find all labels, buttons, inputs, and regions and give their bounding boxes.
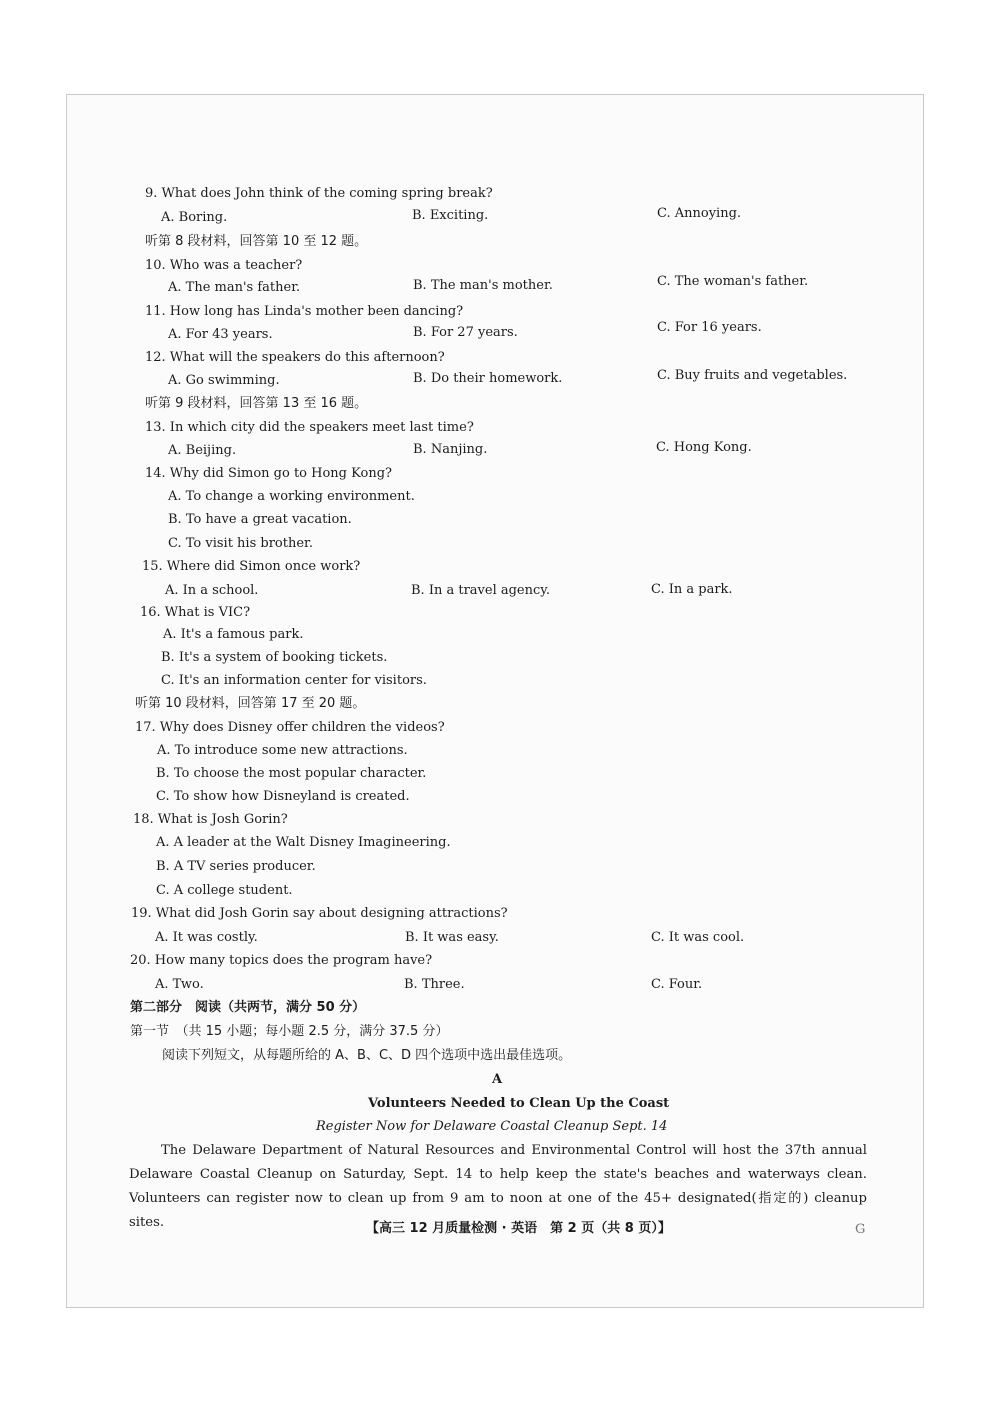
question-16: 16. What is VIC? [140, 605, 251, 620]
reading-instruction: 阅读下列短文，从每题所给的 A、B、C、D 四个选项中选出最佳选项。 [162, 1048, 572, 1063]
q14-option-b: B. To have a great vacation. [168, 512, 352, 527]
q20-option-c: C. Four. [651, 977, 703, 992]
q15-option-a: A. In a school. [165, 583, 259, 598]
q20-option-a: A. Two. [155, 977, 204, 992]
q16-option-a: A. It's a famous park. [163, 627, 304, 642]
question-15: 15. Where did Simon once work? [142, 559, 361, 574]
passage-letter: A [492, 1072, 503, 1087]
question-14: 14. Why did Simon go to Hong Kong? [145, 466, 392, 481]
q11-option-c: C. For 16 years. [657, 320, 762, 335]
q18-option-b: B. A TV series producer. [156, 859, 316, 874]
q19-option-b: B. It was easy. [405, 930, 499, 945]
q13-option-b: B. Nanjing. [413, 442, 488, 457]
q17-option-c: C. To show how Disneyland is created. [156, 789, 410, 804]
section-9-instruction: 听第 9 段材料，回答第 13 至 16 题。 [145, 396, 368, 411]
question-13: 13. In which city did the speakers meet last time? [145, 420, 474, 435]
q19-option-a: A. It was costly. [155, 930, 258, 945]
section-one-heading: 第一节 （共 15 小题；每小题 2.5 分，满分 37.5 分） [130, 1024, 449, 1039]
q15-option-c: C. In a park. [651, 582, 733, 597]
q16-option-b: B. It's a system of booking tickets. [161, 650, 388, 665]
page-footer: 【高三 12 月质量检测 · 英语 第 2 页（共 8 页）】 [366, 1221, 671, 1236]
q12-option-b: B. Do their homework. [413, 371, 563, 386]
q14-option-c: C. To visit his brother. [168, 536, 313, 551]
question-19: 19. What did Josh Gorin say about designing attractions? [131, 906, 508, 921]
q10-option-a: A. The man's father. [168, 280, 301, 295]
q13-option-a: A. Beijing. [168, 443, 237, 458]
q10-option-c: C. The woman's father. [657, 274, 809, 289]
question-9: 9. What does John think of the coming spring break? [145, 186, 493, 201]
passage-subtitle: Register Now for Delaware Coastal Cleanup Sept. 14 [316, 1119, 668, 1134]
q9-option-c: C. Annoying. [657, 206, 742, 221]
passage-title: Volunteers Needed to Clean Up the Coast [368, 1096, 670, 1111]
q15-option-b: B. In a travel agency. [411, 583, 551, 598]
q11-option-a: A. For 43 years. [168, 327, 273, 342]
q12-option-a: A. Go swimming. [168, 373, 280, 388]
question-18: 18. What is Josh Gorin? [133, 812, 288, 827]
q9-option-b: B. Exciting. [412, 208, 489, 223]
section-8-instruction: 听第 8 段材料，回答第 10 至 12 题。 [145, 234, 368, 249]
q18-option-c: C. A college student. [156, 883, 293, 898]
part-two-heading: 第二部分 阅读（共两节，满分 50 分） [130, 1000, 366, 1015]
q13-option-c: C. Hong Kong. [656, 440, 752, 455]
q9-option-a: A. Boring. [161, 210, 228, 225]
q14-option-a: A. To change a working environment. [168, 489, 415, 504]
q20-option-b: B. Three. [404, 977, 465, 992]
q17-option-a: A. To introduce some new attractions. [157, 743, 408, 758]
q19-option-c: C. It was cool. [651, 930, 745, 945]
section-10-instruction: 听第 10 段材料，回答第 17 至 20 题。 [135, 696, 366, 711]
q10-option-b: B. The man's mother. [413, 278, 553, 293]
q18-option-a: A. A leader at the Walt Disney Imagineering. [156, 835, 451, 850]
question-10: 10. Who was a teacher? [145, 258, 303, 273]
q17-option-b: B. To choose the most popular character. [156, 766, 427, 781]
question-12: 12. What will the speakers do this afternoon? [145, 350, 445, 365]
q16-option-c: C. It's an information center for visitors. [161, 673, 427, 688]
q12-option-c: C. Buy fruits and vegetables. [657, 368, 848, 383]
exam-version-code: G [855, 1222, 866, 1237]
q11-option-b: B. For 27 years. [413, 325, 518, 340]
question-11: 11. How long has Linda's mother been dancing? [145, 304, 464, 319]
passage-paragraph: The Delaware Department of Natural Resources and Environmental Control will host the 37th annual Delaware Coastal Cleanup on Saturday, Sept. 14 to help keep the state's beaches and waterways clean. Volunteers can register now to clean up from 9 am to noon at one of the 45+ designated(指定的) cleanup sites. [129, 1143, 867, 1230]
question-20: 20. How many topics does the program have? [130, 953, 433, 968]
question-17: 17. Why does Disney offer children the videos? [135, 720, 445, 735]
